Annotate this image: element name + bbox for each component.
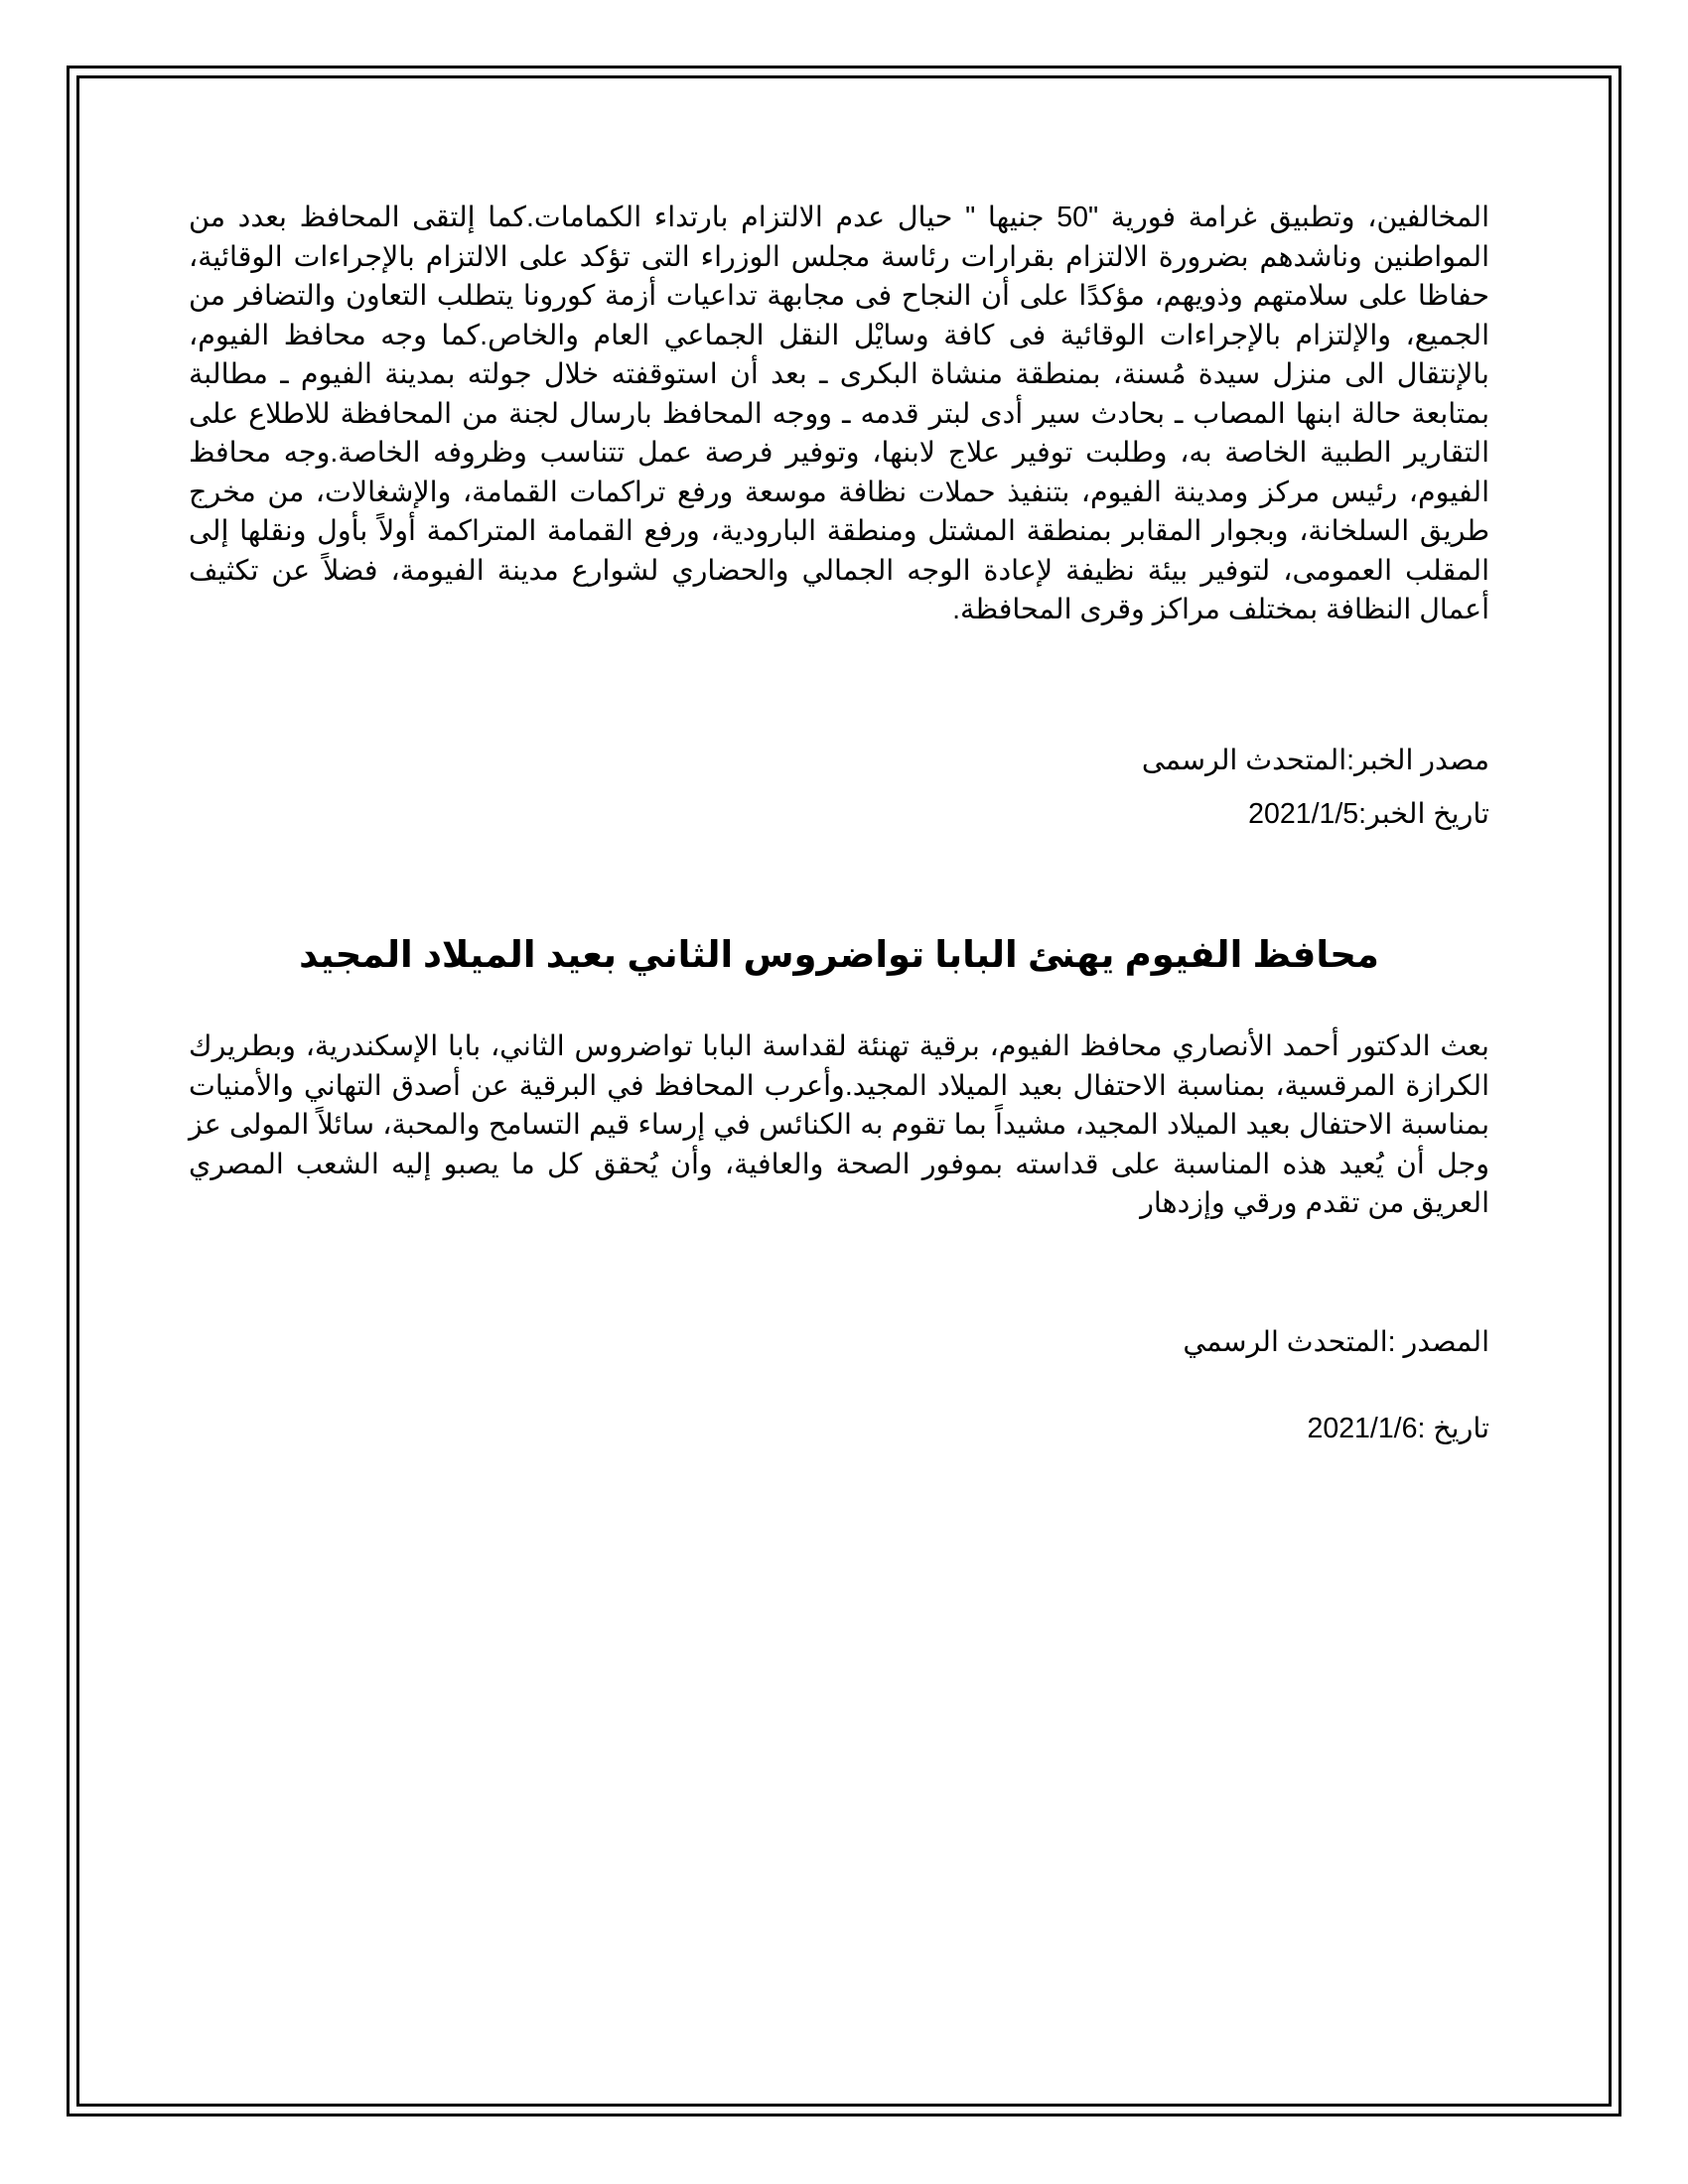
article-1-body: المخالفين، وتطبيق غرامة فورية "50 جنيها " حيال عدم الالتزام بارتداء الكمامات.كما إلتقى المحافظ بعدد من المواطنين وناشدهم بضرورة الالتزام بقرارات رئاسة مجلس الوزراء التى تؤكد على الالتزام بالإجراءات الوقائية، حفاظا على سلامتهم وذويهم، مؤكدًا على أن النجاح فى مجابهة تداعيات أزمة كورونا يتطلب التعاون والتضافر من الجميع، والإلتزام بالإجراءات الوقائية فى كافة وسايْل النقل الجماعي العام والخاص.كما وجه محافظ الفيوم، بالإنتقال الى منزل سيدة مُسنة، بمنطقة منشاة البكرى ـ بعد أن استوقفته خلال جولته بمدينة الفيوم ـ مطالبة بمتابعة حالة ابنها المصاب ـ بحادث سير أدى لبتر قدمه ـ ووجه المحافظ بارسال لجنة من المحافظة للاطلاع على التقارير الطبية الخاصة به، وطلبت توفير علاج لابنها، وتوفير فرصة عمل تتناسب وظروفه الخاصة.وجه محافظ الفيوم، رئيس مركز ومدينة الفيوم، بتنفيذ حملات نظافة موسعة ورفع تراكمات القمامة، والإشغالات، من مخرج طريق السلخانة، وبجوار المقابر بمنطقة المشتل ومنطقة البارودية، ورفع القمامة المتراكمة أولاً بأول ونقلها إلى المقلب العمومى، لتوفير بيئة نظيفة لإعادة الوجه الجمالي والحضاري لشوارع مدينة الفيومة، فضلاً عن تكثيف أعمال النظافة بمختلف مراكز وقرى المحافظة.: [189, 202, 1489, 625]
article-2-body: بعث الدكتور أحمد الأنصاري محافظ الفيوم، برقية تهنئة لقداسة البابا تواضروس الثاني، بابا الإسكندرية، وبطريرك الكرازة المرقسية، بمناسبة الاحتفال بعيد الميلاد المجيد.وأعرب المحافظ في البرقية عن أصدق التهاني والأمنيات بمناسبة الاحتفال بعيد الميلاد المجيد، مشيداً بما تقوم به الكنائس في إرساء قيم التسامح والمحبة، سائلاً المولى عز وجل أن يُعيد هذه المناسبة على قداسته بموفور الصحة والعافية، وأن يُحقق كل ما يصبو إليه الشعب المصري العريق من تقدم ورقي وإزدهار: [189, 1030, 1489, 1219]
article-2-headline-wrap: [189, 930, 1489, 980]
article-1-date-wrap: [189, 794, 1489, 834]
article-1-meta: [189, 741, 1489, 780]
article-2-source: المصدر :المتحدث الرسمي: [1183, 1326, 1489, 1358]
article-2-headline: محافظ الفيوم يهنئ البابا تواضروس الثاني بعيد الميلاد المجيد: [299, 934, 1379, 975]
article-1-date: تاريخ الخبر:2021/1/5: [1248, 798, 1489, 830]
article-1-source: مصدر الخبر:المتحدث الرسمى: [1141, 745, 1489, 776]
article-2-meta: [189, 1322, 1489, 1362]
article-2-date: تاريخ :2021/1/6: [1307, 1413, 1489, 1444]
article-1: [189, 199, 1489, 630]
article-2: [189, 1027, 1489, 1224]
article-2-date-wrap: [189, 1409, 1489, 1448]
